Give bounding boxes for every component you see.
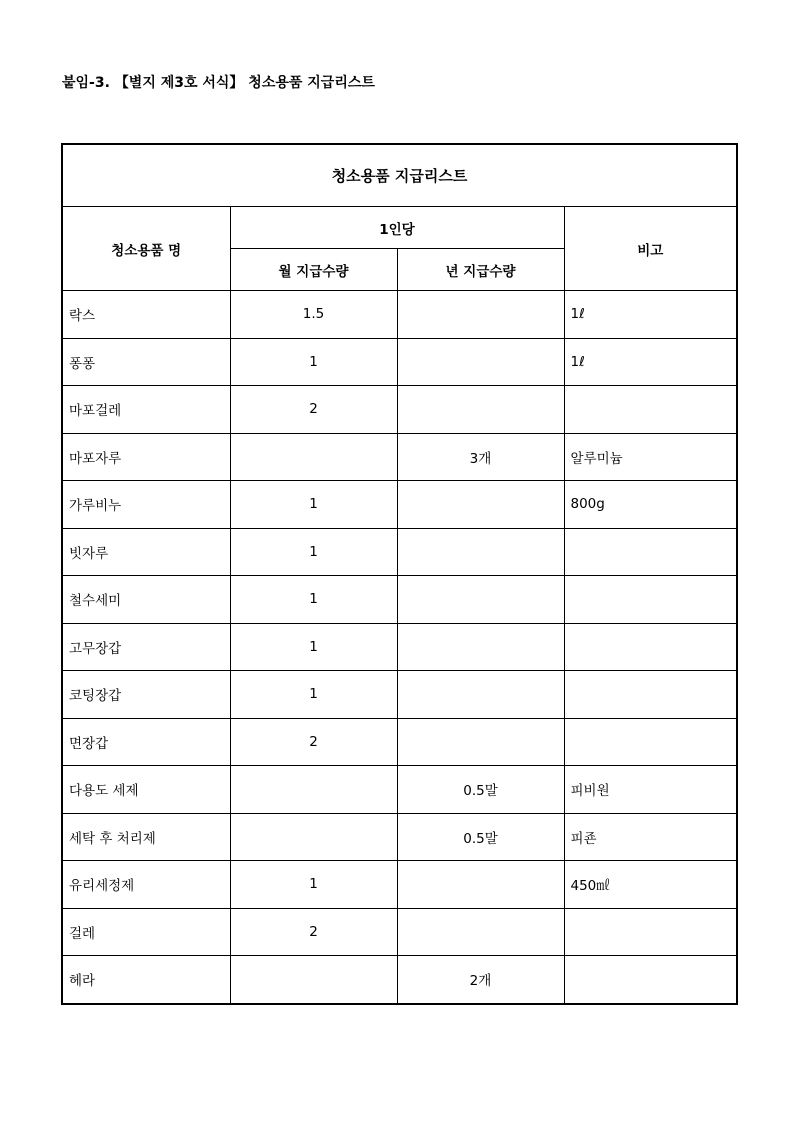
yearly-qty-cell	[397, 908, 564, 956]
item-name-cell: 유리세정제	[62, 861, 230, 909]
table-row	[62, 386, 737, 434]
note-cell: 알루미늄	[564, 433, 737, 481]
table-row	[62, 671, 737, 719]
yearly-qty-cell	[397, 291, 564, 339]
header-yearly-qty: 년 지급수량	[397, 249, 564, 291]
monthly-qty-cell: 1.5	[230, 291, 397, 339]
note-cell	[564, 576, 737, 624]
table-row	[62, 718, 737, 766]
note-cell	[564, 718, 737, 766]
yearly-qty-cell	[397, 338, 564, 386]
monthly-qty-cell: 2	[230, 718, 397, 766]
note-cell	[564, 528, 737, 576]
note-cell: 피죤	[564, 813, 737, 861]
note-cell	[564, 671, 737, 719]
note-cell	[564, 386, 737, 434]
table-row	[62, 528, 737, 576]
note-cell: 450㎖	[564, 861, 737, 909]
item-name-cell: 다용도 세제	[62, 766, 230, 814]
note-cell: 1ℓ	[564, 291, 737, 339]
monthly-qty-cell: 1	[230, 481, 397, 529]
item-name-cell: 락스	[62, 291, 230, 339]
header-per-person: 1인당	[230, 207, 564, 249]
note-cell: 800g	[564, 481, 737, 529]
monthly-qty-cell: 2	[230, 386, 397, 434]
yearly-qty-cell	[397, 718, 564, 766]
monthly-qty-cell: 1	[230, 528, 397, 576]
table-row	[62, 861, 737, 909]
header-item-name: 청소용품 명	[62, 207, 230, 291]
monthly-qty-cell	[230, 433, 397, 481]
note-cell	[564, 956, 737, 1004]
yearly-qty-cell	[397, 386, 564, 434]
table-title: 청소용품 지급리스트	[62, 144, 737, 207]
monthly-qty-cell: 1	[230, 576, 397, 624]
yearly-qty-cell: 3개	[397, 433, 564, 481]
monthly-qty-cell: 1	[230, 338, 397, 386]
monthly-qty-cell	[230, 956, 397, 1004]
yearly-qty-cell	[397, 861, 564, 909]
yearly-qty-cell: 0.5말	[397, 766, 564, 814]
monthly-qty-cell	[230, 766, 397, 814]
supply-list-table	[61, 143, 738, 1005]
note-cell: 1ℓ	[564, 338, 737, 386]
table-title-row	[62, 144, 737, 207]
document-heading: 붙임-3. 【별지 제3호 서식】 청소용품 지급리스트	[62, 75, 375, 91]
header-monthly-qty: 월 지급수량	[230, 249, 397, 291]
yearly-qty-cell	[397, 528, 564, 576]
item-name-cell: 퐁퐁	[62, 338, 230, 386]
yearly-qty-cell: 2개	[397, 956, 564, 1004]
yearly-qty-cell	[397, 481, 564, 529]
table-row	[62, 338, 737, 386]
item-name-cell: 마포자루	[62, 433, 230, 481]
table-row	[62, 433, 737, 481]
item-name-cell: 마포걸레	[62, 386, 230, 434]
note-cell: 피비원	[564, 766, 737, 814]
table-row	[62, 623, 737, 671]
item-name-cell: 고무장갑	[62, 623, 230, 671]
note-cell	[564, 623, 737, 671]
table-row	[62, 576, 737, 624]
item-name-cell: 걸레	[62, 908, 230, 956]
table-row	[62, 291, 737, 339]
yearly-qty-cell	[397, 623, 564, 671]
item-name-cell: 철수세미	[62, 576, 230, 624]
table-row	[62, 766, 737, 814]
item-name-cell: 코팅장갑	[62, 671, 230, 719]
monthly-qty-cell	[230, 813, 397, 861]
yearly-qty-cell	[397, 576, 564, 624]
monthly-qty-cell: 1	[230, 623, 397, 671]
item-name-cell: 세탁 후 처리제	[62, 813, 230, 861]
yearly-qty-cell: 0.5말	[397, 813, 564, 861]
item-name-cell: 가루비누	[62, 481, 230, 529]
header-row-1	[62, 207, 737, 249]
header-note: 비고	[564, 207, 737, 291]
table-row	[62, 908, 737, 956]
monthly-qty-cell: 2	[230, 908, 397, 956]
yearly-qty-cell	[397, 671, 564, 719]
note-cell	[564, 908, 737, 956]
table-row	[62, 813, 737, 861]
monthly-qty-cell: 1	[230, 861, 397, 909]
item-name-cell: 헤라	[62, 956, 230, 1004]
monthly-qty-cell: 1	[230, 671, 397, 719]
table-row	[62, 956, 737, 1004]
item-name-cell: 빗자루	[62, 528, 230, 576]
table-row	[62, 481, 737, 529]
item-name-cell: 면장갑	[62, 718, 230, 766]
